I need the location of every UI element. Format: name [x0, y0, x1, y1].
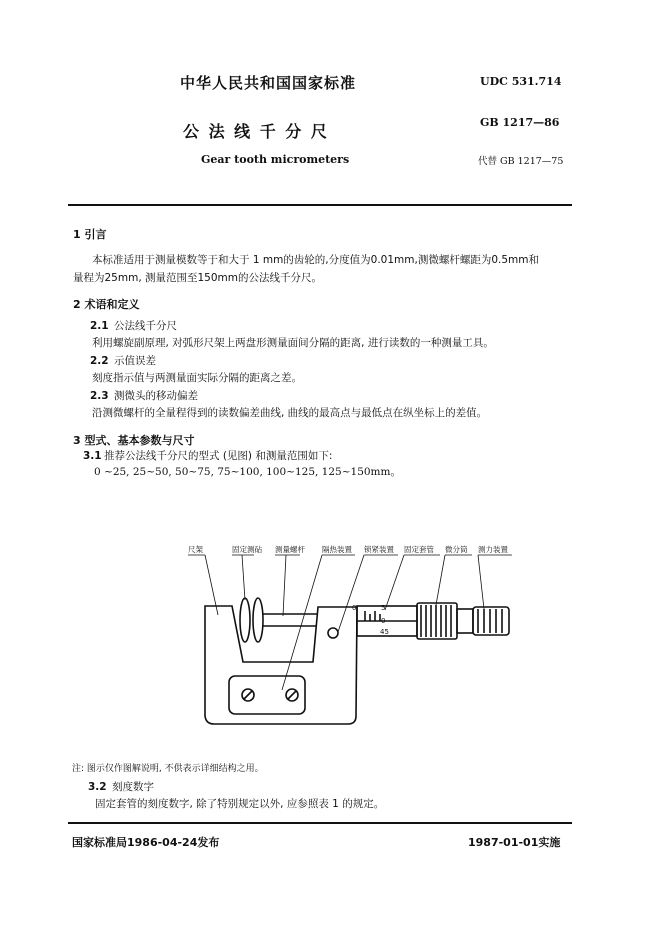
clause-2-3-title: 测微头的移动偏差 [114, 390, 198, 402]
udc-number: UDC 531.714 [480, 75, 562, 88]
clause-2-1-text: 利用螺旋副原理, 对弧形尺架上两盘形测量面间分隔的距离, 进行读数的一种测量工具。 [92, 337, 494, 349]
clause-2-1-title: 公法线千分尺 [114, 320, 177, 332]
figure-note: 注: 图示仅作图解说明, 不供表示详细结构之用。 [72, 764, 264, 774]
clause-2-3-number: 2.3 [90, 390, 109, 402]
fixed-anvil [240, 598, 250, 642]
label-thimble: 微分筒 [445, 545, 468, 554]
clause-3-2-number: 3.2 [88, 781, 107, 793]
replaces-standard: 代替 GB 1217—75 [478, 156, 564, 167]
ratchet [457, 609, 473, 633]
standard-number: GB 1217—86 [480, 116, 560, 129]
section-1-heading: 1 引言 [73, 228, 107, 241]
section-2-heading: 2 术语和定义 [73, 298, 140, 311]
issue-date: 国家标准局1986-04-24发布 [72, 836, 220, 849]
thimble-scale-number-45: 45 [380, 628, 389, 636]
label-measuring-spindle: 测量螺杆 [275, 545, 305, 554]
section-3-heading: 3 型式、基本参数与尺寸 [73, 434, 195, 447]
thimble-scale-number-0: 0 [381, 617, 386, 625]
frame-outline [205, 606, 357, 724]
lock-knob [328, 628, 338, 638]
label-frame: 尺架 [188, 545, 203, 554]
measurement-ranges: 0 ~25, 25~50, 50~75, 75~100, 100~125, 125~150mm。 [94, 466, 401, 478]
clause-3-2-text: 固定套管的刻度数字, 除了特别规定以外, 应参照表 1 的规定。 [95, 798, 385, 810]
frame-plate [229, 676, 305, 714]
clause-3-2-title: 刻度数字 [112, 781, 154, 793]
effective-date: 1987-01-01实施 [468, 836, 561, 849]
label-fixed-anvil: 固定测砧 [232, 545, 262, 554]
label-fixed-sleeve: 固定套管 [404, 545, 434, 554]
english-title: Gear tooth micrometers [201, 153, 350, 166]
spindle-face [253, 598, 263, 642]
section-1-paragraph-line2: 量程为25mm, 测量范围至150mm的公法线千分尺。 [73, 272, 322, 284]
section-1-paragraph-line1: 本标准适用于测量模数等于和大于 1 mm的齿轮的,分度值为0.01mm,测微螺杆螺距为0.5mm和 [92, 254, 539, 266]
clause-2-2-text: 刻度指示值与两测量面实际分隔的距离之差。 [92, 372, 302, 384]
clause-3-1-text: 推荐公法线千分尺的型式 (见图) 和测量范围如下: [104, 450, 333, 462]
label-heat-insulation: 隔热装置 [322, 545, 352, 554]
clause-2-1-number: 2.1 [90, 320, 109, 332]
clause-3-1-number: 3.1 [83, 450, 102, 462]
clause-2-3-text: 沿测微螺杆的全量程得到的读数偏差曲线, 曲线的最高点与最低点在纵坐标上的差值。 [92, 407, 488, 419]
footer-rule [68, 822, 572, 824]
sleeve-scale-number-5: 5 [381, 604, 386, 612]
standard-header-title: 中华人民共和国国家标准 [180, 74, 357, 92]
label-locking-device: 锁紧装置 [364, 545, 394, 554]
clause-2-2-title: 示值误差 [114, 355, 156, 367]
clause-2-2-number: 2.2 [90, 355, 109, 367]
standard-title: 公 法 线 千 分 尺 [183, 122, 329, 141]
label-ratchet: 测力装置 [478, 545, 508, 554]
sleeve-scale-number-0: 0 [352, 604, 357, 612]
